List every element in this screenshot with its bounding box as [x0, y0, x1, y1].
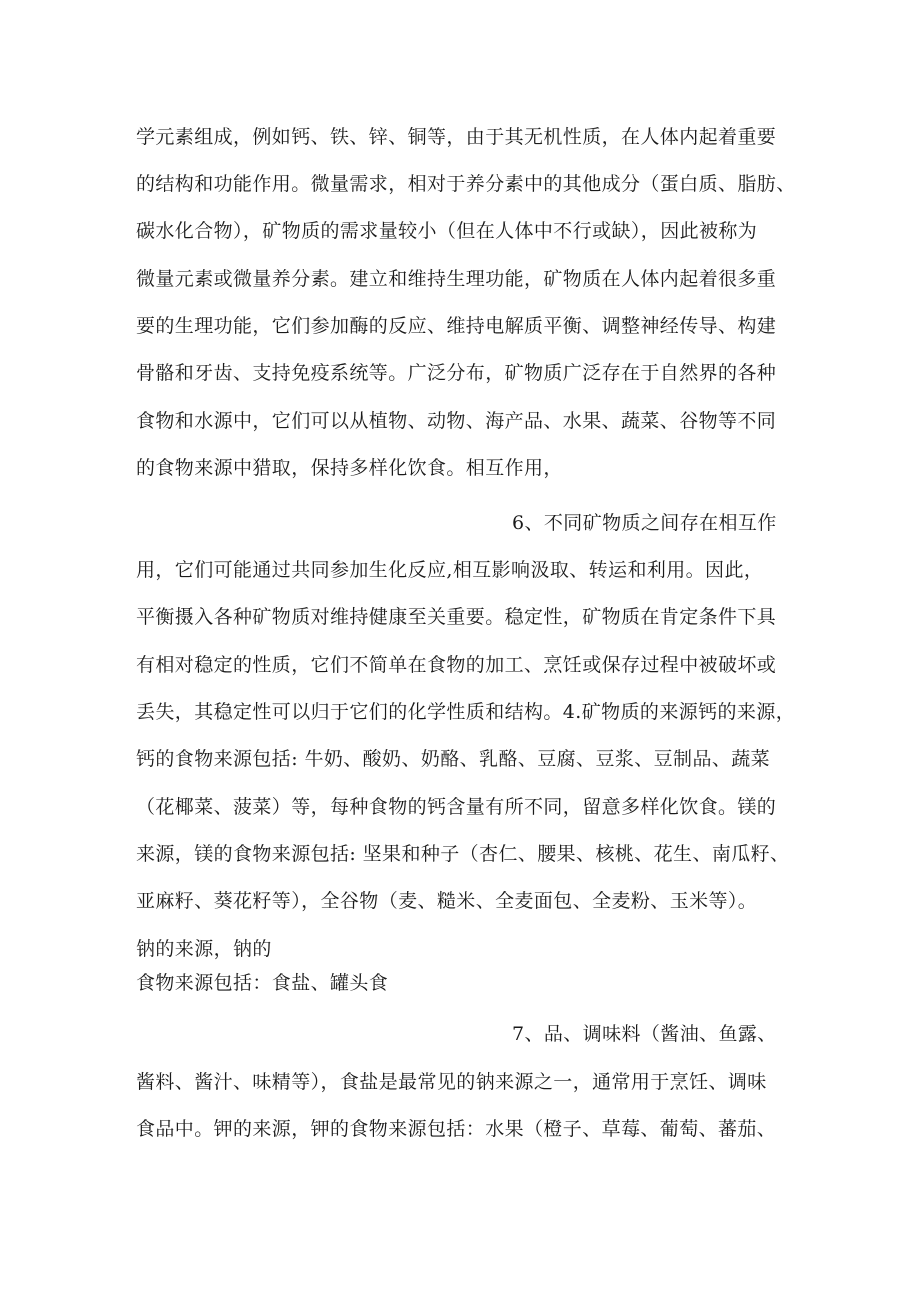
text-line: 亚麻籽、葵花籽等），全谷物（麦、糙米、全麦面包、全麦粉、玉米等）。	[136, 890, 758, 912]
text-line: 食物和水源中，它们可以从植物、动物、海产品、水果、蔬菜、谷物等不同	[136, 410, 777, 432]
text-line: 要的生理功能，它们参加酶的反应、维持电解质平衡、调整神经传导、构建	[136, 315, 777, 337]
text-line: （花椰菜、菠菜）等，每种食物的钙含量有所不同，留意多样化饮食。镁的	[136, 796, 777, 818]
text-line: 的食物来源中猎取，保持多样化饮食。相互作用，	[136, 457, 563, 479]
text-line: 骨骼和牙齿、支持免疫系统等。广泛分布，矿物质广泛存在于自然界的各种	[136, 362, 777, 384]
text-line: 来源，镁的食物来源包括: 坚果和种子（杏仁、腰果、核桃、花生、南瓜籽、	[136, 843, 790, 865]
text-line: 钙的食物来源包括: 牛奶、酸奶、奶酪、乳酪、豆腐、豆浆、豆制品、蔬菜	[136, 748, 771, 770]
section-heading: 6、不同矿物质之间存在相互作	[512, 512, 777, 534]
text-line: 平衡摄入各种矿物质对维持健康至关重要。稳定性，矿物质在肯定条件下具	[136, 606, 777, 628]
text-line: 的结构和功能作用。微量需求，相对于养分素中的其他成分（蛋白质、脂肪、	[136, 173, 796, 195]
text-line: 有相对稳定的性质，它们不简单在食物的加工、烹饪或保存过程中被破坏或	[136, 654, 777, 676]
text-line: 丢失，其稳定性可以归于它们的化学性质和结构。4.矿物质的来源钙的来源，	[136, 701, 796, 723]
text-line: 碳水化合物），矿物质的需求量较小（但在人体中不行或缺），因此被称为	[136, 220, 758, 242]
text-line: 钠的来源，钠的	[136, 938, 272, 960]
text-line: 酱料、酱汁、味精等），食盐是最常见的钠来源之一，通常用于烹饪、调味	[136, 1071, 767, 1093]
text-line: 微量元素或微量养分素。建立和维持生理功能，矿物质在人体内起着很多重	[136, 268, 777, 290]
text-line: 食品中。钾的来源，钾的食物来源包括：水果（橙子、草莓、葡萄、蕃茄、	[136, 1118, 777, 1140]
text-line: 用，它们可能通过共同参加生化反应,相互影响汲取、转运和利用。因此，	[136, 559, 764, 581]
text-line: 食物来源包括：食盐、罐头食	[136, 972, 389, 994]
text-line: 学元素组成，例如钙、铁、锌、铜等，由于其无机性质，在人体内起着重要	[136, 126, 777, 148]
section-heading: 7、品、调味料（酱油、鱼露、	[512, 1023, 777, 1045]
